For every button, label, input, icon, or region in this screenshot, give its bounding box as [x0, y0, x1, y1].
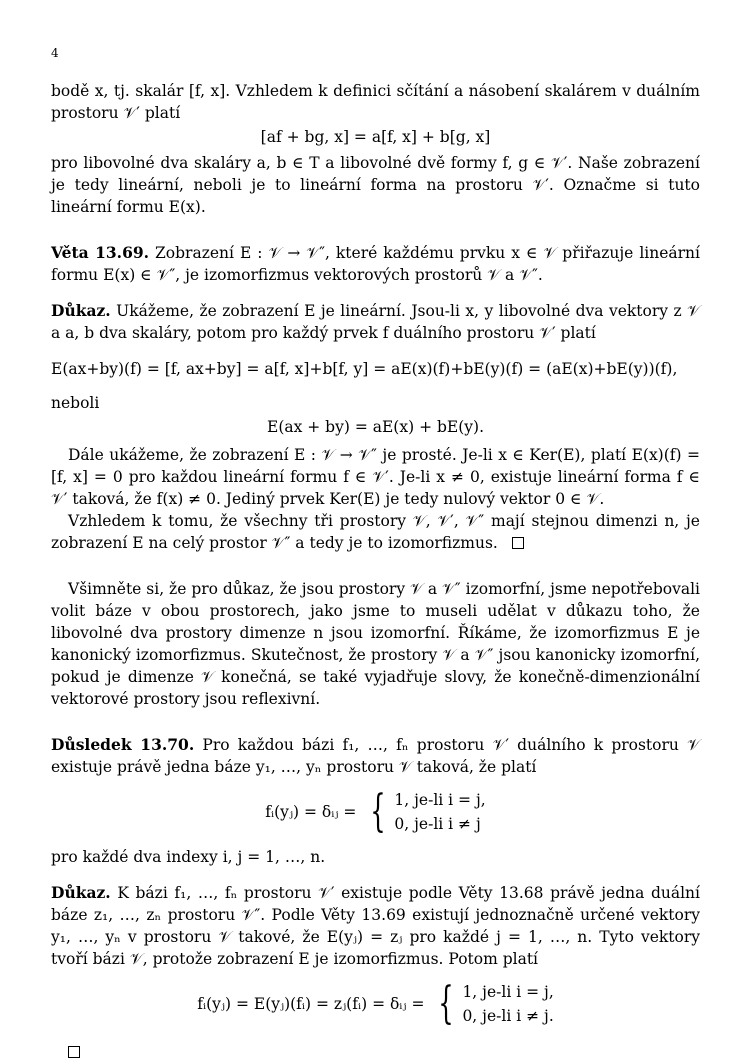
page-content — [51, 80, 700, 1058]
corollary-13-70 — [51, 734, 700, 778]
paragraph-linear-form: pro libovolné dva skaláry a, b ∈ T a libovolné dvě formy f, g ∈ 𝒱′. Naše zobrazení je tedy lineární, neboli je to lineární forma na prostoru 𝒱′. Označme si tuto lineární formu E(x). — [51, 154, 700, 216]
case-not-equal: 0, je-li i ≠ j — [394, 815, 481, 833]
qed-symbol — [512, 537, 524, 549]
case-equal: 1, je-li i = j, — [462, 983, 554, 1001]
equation-linearity: E(ax+by)(f) = [f, ax+by] = a[f, x]+b[f, y] = aE(x)(f)+bE(y)(f) = (aE(x)+bE(y))(f), — [51, 360, 678, 378]
paragraph-indices: pro každé dva indexy i, j = 1, …, n. — [51, 848, 326, 866]
paragraph-dimension-text: Vzhledem k tomu, že všechny tři prostory 𝒱, 𝒱′, 𝒱″ mají stejnou dimenzi n, je zobrazení E na celý prostor 𝒱″ a tedy je to izomorfizmus. — [51, 512, 700, 552]
proof-label: Důkaz. — [51, 301, 111, 320]
proof-text: K bázi f₁, …, fₙ prostoru 𝒱′ existuje podle Věty 13.68 právě jedna duální báze z₁, …, zₙ prostoru 𝒱″. Podle Věty 13.69 existují jednoznačně určené vektory y₁, …, yₙ v prostoru 𝒱 takové, že E(yⱼ) = zⱼ pro každé j = 1, …, n. Tyto vektory tvoří bázi 𝒱, protože zobrazení E je izomorfizmus. Potom platí — [51, 884, 700, 968]
left-brace: { — [370, 786, 387, 837]
case-equal: 1, je-li i = j, — [394, 791, 486, 809]
theorem-text: Zobrazení E : 𝒱 → 𝒱″, které každému prvku x ∈ 𝒱 přiřazuje lineární formu E(x) ∈ 𝒱″, je izomorfizmus vektorových prostorů 𝒱 a 𝒱″. — [51, 244, 700, 284]
paragraph-intro: bodě x, tj. skalár [f, x]. Vzhledem k definici sčítání a násobení skalárem v duálním prostoru 𝒱′ platí — [51, 82, 700, 122]
theorem-13-69 — [51, 242, 700, 286]
left-brace: { — [438, 978, 455, 1029]
proof-theorem — [51, 300, 700, 344]
qed-symbol — [68, 1046, 80, 1058]
equation-linearity-short: E(ax + by) = aE(x) + bE(y). — [267, 418, 484, 436]
equation-bilinear: [af + bg, x] = a[f, x] + b[g, x] — [260, 128, 491, 146]
corollary-label: Důsledek 13.70. — [51, 735, 195, 754]
proof-corollary — [51, 882, 700, 970]
proof-label: Důkaz. — [51, 883, 111, 902]
equation-dual-basis-lhs: fᵢ(yⱼ) = E(yⱼ)(fᵢ) = zⱼ(fᵢ) = δᵢⱼ = — [197, 995, 425, 1013]
theorem-label: Věta 13.69. — [51, 243, 150, 262]
page-number: 4 — [51, 46, 59, 60]
equation-kronecker-lhs: fᵢ(yⱼ) = δᵢⱼ = — [265, 803, 357, 821]
equation-cases — [394, 788, 485, 836]
proof-text: Ukážeme, že zobrazení E je lineární. Jsou-li x, y libovolné dva vektory z 𝒱 a a, b dva skaláry, potom pro každý prvek f duálního prostoru 𝒱′ platí — [51, 302, 700, 342]
word-neboli: neboli — [51, 394, 100, 412]
paragraph-injective: Dále ukážeme, že zobrazení E : 𝒱 → 𝒱″ je prosté. Je-li x ∈ Ker(E), platí E(x)(f) = [f, x] = 0 pro každou lineární formu f ∈ 𝒱′. Je-li x ≠ 0, existuje lineární forma f ∈ 𝒱′ taková, že f(x) ≠ 0. Jediný prvek Ker(E) je tedy nulový vektor 0 ∈ 𝒱. — [51, 446, 700, 508]
equation-kronecker — [51, 788, 700, 836]
corollary-text: Pro každou bázi f₁, …, fₙ prostoru 𝒱′ duálního k prostoru 𝒱 existuje právě jedna báze y₁, …, yₙ prostoru 𝒱 taková, že platí — [51, 736, 700, 776]
case-not-equal: 0, je-li i ≠ j. — [462, 1007, 554, 1025]
paragraph-canonical: Všimněte si, že pro důkaz, že jsou prostory 𝒱 a 𝒱″ izomorfní, jsme nepotřebovali volit báze v obou prostorech, jako jsme to museli udělat v důkazu toho, že libovolné dva prostory dimenze n jsou izomorfní. Říkáme, že izomorfizmus E je kanonický izomorfizmus. Skutečnost, že prostory 𝒱 a 𝒱″ jsou kanonicky izomorfní, pokud je dimenze 𝒱 konečná, se také vyjadřuje slovy, že konečně-dimenzionální vektorové prostory jsou reflexivní. — [51, 580, 701, 708]
paragraph-dimension — [51, 510, 700, 554]
